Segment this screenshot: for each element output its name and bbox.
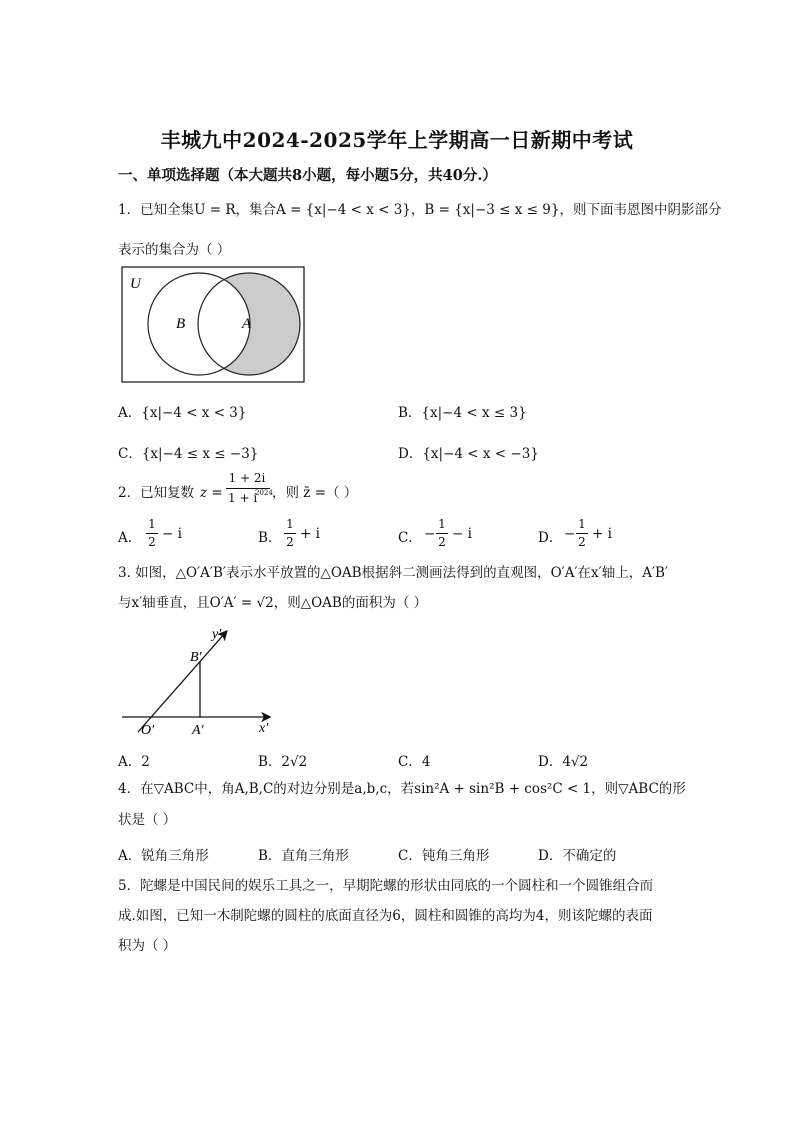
- q4-option-b: B．直角三角形: [258, 848, 349, 864]
- q2-d-sign: −: [564, 526, 576, 542]
- q3-option-b: B．2√2: [258, 754, 308, 770]
- q3-option-c: C．4: [398, 754, 431, 770]
- q2-z: z =: [200, 485, 223, 501]
- q2-option-d: D．: [538, 530, 563, 546]
- label-b-prime: B′: [190, 650, 202, 665]
- q1-option-d: D．{x|−4 < x < −3}: [398, 446, 539, 462]
- q1-option-b: B．{x|−4 < x ≤ 3}: [398, 405, 527, 421]
- q2-c-sign: −: [424, 526, 436, 542]
- q2-a-den: 2: [148, 535, 156, 549]
- q4-option-d: D．不确定的: [538, 848, 617, 864]
- q2-a-bar: [146, 533, 158, 534]
- venn-diagram: [120, 266, 308, 384]
- q2-suffix: ，则 z̄ =（ ）: [272, 485, 358, 501]
- q2-option-c: C．: [398, 530, 422, 546]
- q2-d-bar: [576, 533, 588, 534]
- q2-option-b: B．: [258, 530, 282, 546]
- q1-option-c: C．{x|−4 ≤ x ≤ −3}: [118, 446, 259, 462]
- q2-c-num: 1: [438, 517, 446, 531]
- q2-c-den: 2: [438, 535, 446, 549]
- q4-stem-line1: 4．在▽ABC中，角A,B,C的对边分别是a,b,c，若sin²A + sin²B + cos²C < 1，则▽ABC的形: [118, 781, 686, 797]
- q1-stem-line2: 表示的集合为（ ）: [118, 242, 231, 258]
- q2-d-tail: + i: [592, 526, 612, 542]
- label-o-prime: O′: [141, 723, 155, 738]
- q2-d-den: 2: [578, 535, 586, 549]
- q2-c-bar: [436, 533, 448, 534]
- q2-denominator: 1 + i: [228, 491, 258, 505]
- q2-b-tail: + i: [300, 526, 320, 542]
- q3-option-a: A．2: [118, 754, 150, 770]
- q2-option-a: A．: [118, 530, 142, 546]
- q2-a-num: 1: [148, 517, 156, 531]
- label-b: B: [176, 316, 186, 332]
- page-title: 丰城九中2024-2025学年上学期高一日新期中考试: [160, 128, 634, 152]
- q2-prefix: 2．已知复数: [118, 485, 195, 501]
- oblique-projection-figure: [116, 620, 281, 740]
- q2-c-tail: − i: [452, 526, 472, 542]
- q4-option-c: C．钝角三角形: [398, 848, 490, 864]
- q2-b-den: 2: [286, 535, 294, 549]
- q5-stem-line3: 积为（ ）: [118, 938, 177, 954]
- q2-numerator: 1 + 2i: [228, 471, 266, 485]
- label-x-prime: x′: [259, 721, 269, 736]
- label-y-prime: y′: [212, 627, 222, 642]
- q5-stem-line1: 5．陀螺是中国民间的娱乐工具之一，早期陀螺的形状由同底的一个圆柱和一个圆锥组合而: [118, 878, 654, 894]
- q2-a-tail: − i: [162, 526, 182, 542]
- q2-exponent: 2024: [255, 489, 273, 497]
- q2-b-num: 1: [286, 517, 294, 531]
- q4-option-a: A．锐角三角形: [118, 848, 209, 864]
- label-a-prime: A′: [192, 723, 204, 738]
- q4-stem-line2: 状是（ ）: [118, 812, 177, 828]
- q1-stem-line1: 1．已知全集U = R，集合A = {x|−4 < x < 3}，B = {x|−3 ≤ x ≤ 9}，则下面韦恩图中阴影部分: [118, 202, 722, 218]
- q5-stem-line2: 成.如图，已知一木制陀螺的圆柱的底面直径为6，圆柱和圆锥的高均为4，则该陀螺的表面: [118, 908, 653, 924]
- q3-stem-line2: 与x′轴垂直，且O′A′ = √2，则△OAB的面积为（ ）: [118, 595, 428, 611]
- q2-b-bar: [284, 533, 296, 534]
- q3-stem-line1: 3. 如图，△O′A′B′表示水平放置的△OAB根据斜二测画法得到的直观图，O′A′在x′轴上，A′B′: [118, 565, 669, 581]
- q1-option-a: A．{x|−4 < x < 3}: [118, 405, 247, 421]
- section-heading: 一、单项选择题（本大题共8小题，每小题5分，共40分.）: [118, 167, 497, 184]
- q2-d-num: 1: [578, 517, 586, 531]
- label-a: A: [242, 316, 252, 332]
- q3-option-d: D．4√2: [538, 754, 589, 770]
- label-u: U: [130, 276, 141, 292]
